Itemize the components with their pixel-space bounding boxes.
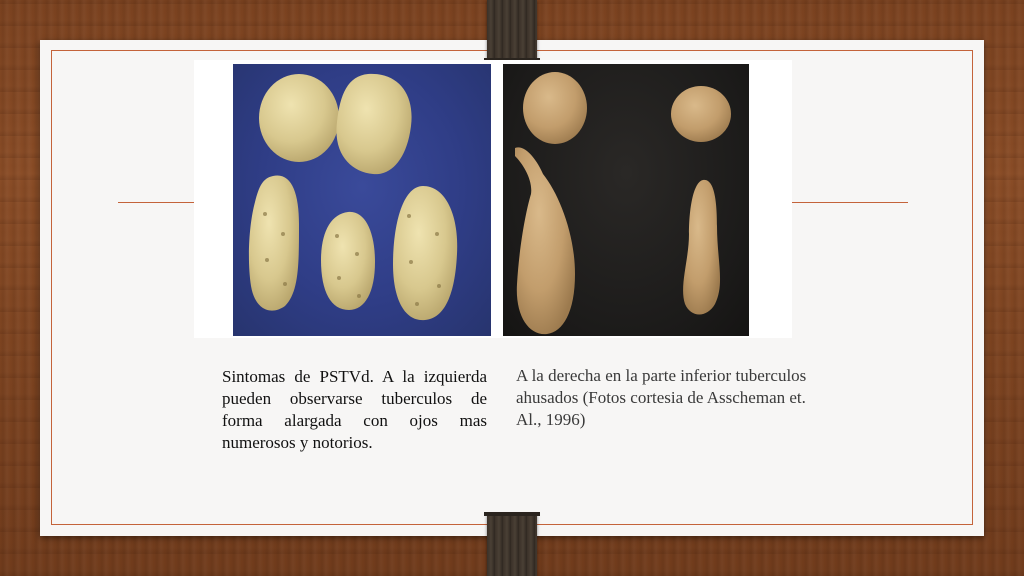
photo-panel: [194, 60, 792, 338]
caption-right: A la derecha en la parte inferior tuberculos ahusados (Fotos cortesia de Asscheman et. Al., 1996): [516, 366, 807, 429]
photo-tubers-blue-background: [233, 64, 491, 336]
spindle-tuber-1: [515, 147, 575, 334]
elongated-tuber-2: [321, 212, 375, 310]
binder-clip-bottom-icon: [487, 514, 537, 576]
caption-left: Sintomas de PSTVd. A la izquierda pueden observarse tuberculos de forma alargada con ojos mas numerosos y notorios.: [222, 367, 487, 452]
round-tuber: [259, 74, 339, 162]
tubers-right-illustration: [503, 64, 749, 336]
decorative-rule-right: [792, 202, 908, 203]
tubers-left-illustration: [233, 64, 491, 336]
photo-tubers-dark-background: [503, 64, 749, 336]
round-tuber-right-1: [523, 72, 587, 144]
elongated-tuber-1: [249, 175, 299, 310]
elongated-tuber-3: [393, 186, 457, 320]
oval-tuber: [336, 74, 411, 174]
round-tuber-right-2: [671, 86, 731, 142]
spindle-tuber-2: [683, 180, 720, 315]
decorative-rule-left: [118, 202, 194, 203]
binder-clip-top-icon: [487, 0, 537, 60]
